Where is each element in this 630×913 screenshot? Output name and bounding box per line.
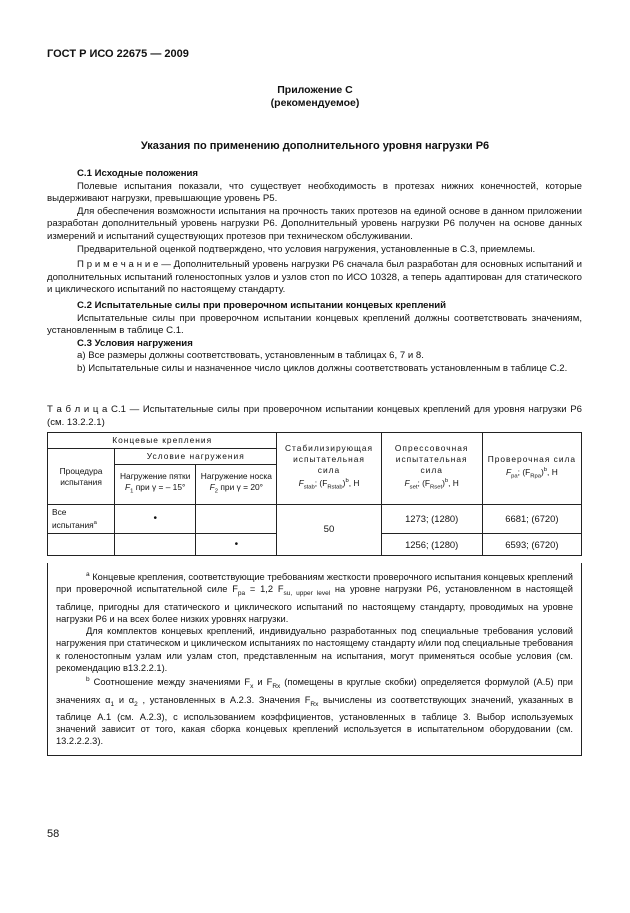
c2-heading: С.2 Испытательные силы при проверочном испытании концевых креплений <box>77 299 447 311</box>
table-caption: Т а б л и ц а С.1 — Испытательные силы при проверочном испытании концевых креплений для уровня нагрузки Р6 (см. 13.2.2.1) <box>47 404 582 428</box>
cell-set-row1: 1273; (1280) <box>381 505 482 534</box>
header-setting-force: Опрессовочная испытательная сила $F_{set}$; $(F_{Rset})^b$, Н <box>381 433 482 505</box>
footnote-b: $^b$ Соотношение между значениями $F_x$ и $F_{Rx}$ (помещены в круглые скобки) определяется формулой (А.5) при значениях $\alpha_1$ и $\alpha_2$ , установленных в А.2.3. Значения $F_{Rx}$ вычислены из соответствующих значений, указанных в таблице А.1 (см. А.2.3), с использованием коэффициентов, установленных в таблице 3. Выбор используемых значений зависит от того, какая сборка концевых креплений используется в испытательном оборудовании (см. 13.2.2.2.3). <box>56 676 574 747</box>
cell-procedure-all-2 <box>48 533 115 555</box>
c1-heading: С.1 Исходные положения <box>77 168 199 179</box>
page-number: 58 <box>47 828 60 840</box>
c1-paragraph-3: Предварительной оценкой подтверждено, что условия нагружения, установленные в С.3, приемлемы. <box>77 243 536 255</box>
header-toe-loading: Нагружение носка $F_2$ при γ = 20° <box>196 465 277 505</box>
c3-item-a: а) Все размеры должны соответствовать, установленным в таблицах 6, 7 и 8. <box>77 350 424 362</box>
header-fixtures: Концевые крепления <box>48 433 277 449</box>
c3-item-b: b) Испытательные силы и назначенное число циклов должны соответствовать установленным в таблице С.2. <box>77 362 568 374</box>
annex-title: Приложение С <box>277 84 353 96</box>
cell-set-row2: 1256; (1280) <box>381 533 482 555</box>
c1-paragraph-1: Полевые испытания показали, что существует необходимость в протезах нижних конечностей, которые выдерживают нагрузки, превышающие уровень Р5. <box>47 180 582 205</box>
footnote-a-1: $^а$ Концевые крепления, соответствующие требованиям жесткости проверочного испытания концевых креплений при проверочной испытательной силе $F_{pa} = 1,2$ $F_{su, upper level}$ на уровне нагрузки Р6, установленном в настоящей таблице, пригодны для статического и циклического испытаний по настоящему стандарту, проводимых на уровне нагрузки Р6 и на всех более низких уровнях нагрузки. <box>56 571 573 624</box>
cell-proof-row2: 6593; (6720) <box>482 533 581 555</box>
c2-paragraph-1: Испытательные силы при проверочном испытании концевых креплений должны соответствовать значениям, установленным в таблице С.1. <box>47 312 582 337</box>
c3-heading: С.3 Условия нагружения <box>77 337 193 349</box>
cell-heel-empty-2 <box>115 533 196 555</box>
header-heel-loading: Нагружение пятки $F_1$ при γ = – 15° <box>115 465 196 505</box>
note-text: Дополнительный уровень нагрузки Р6 сначала был разработан для основных испытаний и дополнительных испытаний голеностопных узлов и узлов стоп по ИСО 10328, а теперь адаптирован для статического и циклического испытаний по настоящему стандарту. <box>47 259 582 296</box>
section-title: Указания по применению дополнительного уровня нагрузки Р6 <box>140 140 490 152</box>
cell-toe-dot: • <box>196 533 277 555</box>
cell-procedure-all-1: Все испытания$^а$ <box>48 505 115 534</box>
note <box>47 259 582 297</box>
header-proof-force: Проверочная сила $F_{pa}$; $(F_{Rpa})^b$, Н <box>482 433 581 505</box>
document-header: ГОСТ Р ИСО 22675 — 2009 <box>47 48 189 60</box>
cell-stab-value: 50 <box>277 505 381 556</box>
cell-proof-row1: 6681; (6720) <box>482 505 581 534</box>
annex-subtitle: (рекомендуемое) <box>270 97 360 109</box>
c1-paragraph-2: Для обеспечения возможности испытания на прочность таких протезов на единой основе в данном приложении разработан дополнительный уровень нагрузки Р6. Дополнительный уровень нагрузки Р6 получен на основе данных измерений и испытаний существующих протезов при техническом обслуживании. <box>47 205 582 242</box>
cell-heel-dot: • <box>115 505 196 534</box>
table-footnotes <box>47 563 582 756</box>
header-load-condition: Условие нагружения <box>115 449 277 465</box>
header-procedure: Процедура испытания <box>48 449 115 505</box>
note-label: П р и м е ч а н и е — <box>77 259 174 271</box>
header-stabilizing-force: Стабилизирующая испытательная сила $F_{stab}$; $(F_{Rstab})^b$, Н <box>277 433 381 505</box>
cell-toe-empty-1 <box>196 505 277 534</box>
text-block-c1 <box>47 168 582 376</box>
test-forces-table <box>47 432 582 556</box>
footnote-a-2: Для комплектов концевых креплений, индивидуально разработанных под специальные требования условий нагружения при статическом и циклическом испытаниях по настоящему стандарту и/или под специальные требования к голеностопным узлам или узлам стоп, представленным на испытания, могут применяться особые условия (см. рекомендацию в13.2.2.1). <box>56 626 573 674</box>
